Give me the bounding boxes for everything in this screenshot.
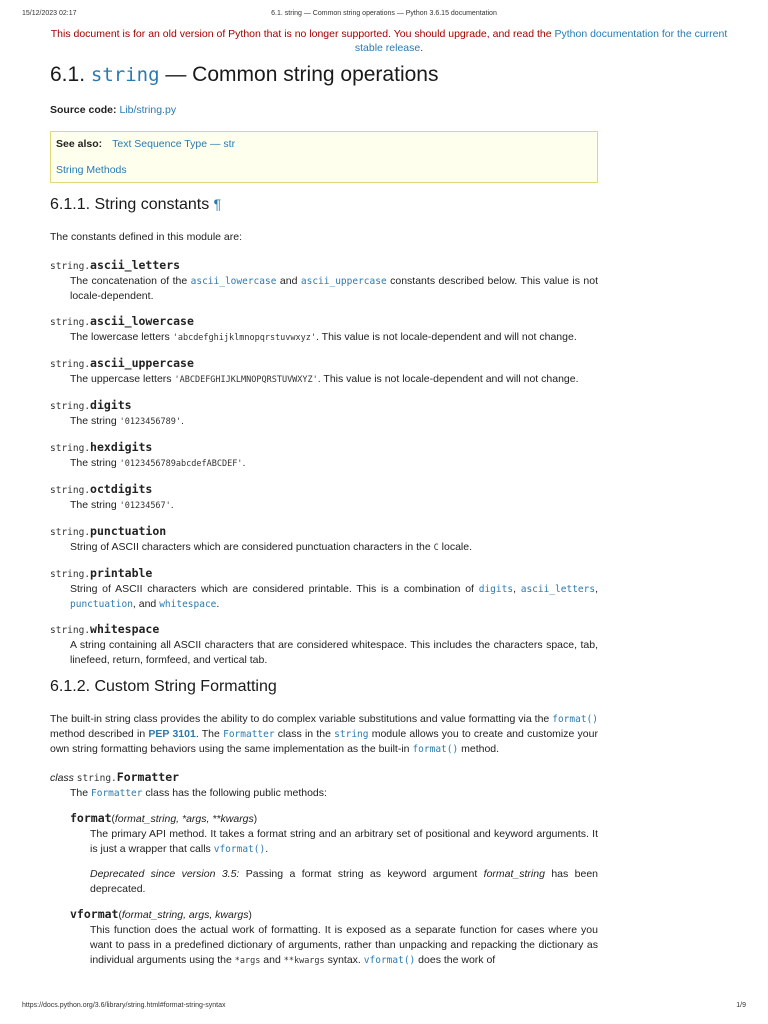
sig-whitespace: string.whitespace: [50, 622, 160, 636]
sig-vformat: vformat(format_string, args, kwargs): [70, 907, 252, 921]
sig-octdigits: string.octdigits: [50, 482, 153, 496]
print-date: 15/12/2023 02:17: [22, 10, 77, 17]
formatting-intro: The built-in string class provides the ability to do complex variable substitutions and value formatting via the format() method described in PEP 3101. The Formatter class in the string module allows you to create and customize your own string formatting behaviors using the same implementation as the built-in format() method.: [50, 713, 598, 755]
method-format: [70, 811, 598, 897]
deprecation-note: Deprecated since version 3.5: Passing a format string as keyword argument format_string has been deprecated.: [90, 868, 599, 895]
source-code-link[interactable]: Lib/string.py: [119, 104, 177, 116]
link-format-builtin-2[interactable]: format(): [412, 744, 459, 755]
section-string-constants: 6.1.1. String constants ¶: [50, 196, 222, 213]
sig-ascii-lowercase: string.ascii_lowercase: [50, 314, 194, 328]
source-code-line: Source code: Lib/string.py: [50, 104, 177, 116]
link-formatter-2[interactable]: Formatter: [91, 788, 143, 799]
page-title: 6.1. string — Common string operations: [50, 63, 439, 86]
desc-vformat: This function does the actual work of formatting. It is exposed as a separate function for cases where you want to pass in a predefined dictionary of arguments, rather than unpacking and repacking the dictionary as individual arguments using the *args and **kwargs syntax. vformat() does the work of: [90, 924, 598, 966]
desc-format: The primary API method. It takes a format string and an arbitrary set of positional and keyword arguments. It is just a wrapper that calls vformat().: [90, 828, 598, 855]
sig-punctuation: string.punctuation: [50, 524, 167, 538]
print-page-number: 1/9: [736, 1002, 746, 1009]
desc-ascii-uppercase: The uppercase letters 'ABCDEFGHIJKLMNOPQRSTUVWXYZ'. This value is not locale-dependent and will not change.: [70, 373, 579, 385]
desc-whitespace: A string containing all ASCII characters that are considered whitespace. This includes the characters space, tab, linefeed, return, formfeed, and vertical tab.: [70, 639, 598, 666]
print-url: https://docs.python.org/3.6/library/string.html#format-string-syntax: [22, 1002, 226, 1009]
see-also-box: See also: Text Sequence Type — str String Methods: [50, 131, 598, 183]
link-vformat[interactable]: vformat(): [213, 844, 266, 855]
sig-printable: string.printable: [50, 566, 153, 580]
desc-hexdigits: The string '0123456789abcdefABCDEF'.: [70, 457, 246, 469]
pep-3101-link[interactable]: PEP 3101: [148, 728, 196, 740]
desc-punctuation: String of ASCII characters which are considered punctuation characters in the C locale.: [70, 541, 473, 553]
method-vformat: [70, 907, 598, 969]
sig-digits: string.digits: [50, 398, 132, 412]
outdated-notice: This document is for an old version of Python that is no longer supported. You should upgrade, and read the Python documentation for the current stable release.: [50, 28, 728, 54]
link-ascii-lowercase[interactable]: ascii_lowercase: [190, 276, 277, 287]
link-whitespace[interactable]: whitespace: [159, 599, 217, 610]
string-methods-link[interactable]: String Methods: [56, 164, 127, 176]
link-formatter[interactable]: Formatter: [223, 729, 275, 740]
desc-ascii-letters: The concatenation of the ascii_lowercase and ascii_uppercase constants described below. This value is not locale-dependent.: [70, 275, 599, 302]
print-footer: [22, 1002, 746, 1014]
link-string-module[interactable]: string: [334, 729, 369, 740]
link-digits[interactable]: digits: [478, 584, 514, 595]
stable-docs-link[interactable]: Python documentation for the current stable release: [354, 28, 728, 54]
constants-intro: The constants defined in this module are:: [50, 231, 243, 243]
sig-hexdigits: string.hexdigits: [50, 440, 153, 454]
link-format-builtin[interactable]: format(): [552, 714, 598, 725]
text-sequence-type-link[interactable]: Text Sequence Type — str: [112, 138, 236, 150]
link-ascii-uppercase[interactable]: ascii_uppercase: [300, 276, 387, 287]
sig-ascii-uppercase: string.ascii_uppercase: [50, 356, 194, 370]
sig-format: format(format_string, *args, **kwargs): [70, 811, 258, 825]
print-title: 6.1. string — Common string operations — Python 3.6.15 documentation: [271, 10, 497, 17]
sig-formatter-class: class string.Formatter: [50, 770, 180, 784]
print-header: [22, 10, 746, 22]
desc-digits: The string '0123456789'.: [70, 415, 184, 427]
desc-octdigits: The string '01234567'.: [70, 499, 174, 511]
link-ascii-letters[interactable]: ascii_letters: [520, 584, 596, 595]
desc-printable: String of ASCII characters which are considered printable. This is a combination of digits, ascii_letters, punctuation, and whitespace.: [70, 583, 599, 610]
link-punctuation[interactable]: punctuation: [70, 599, 133, 610]
section-custom-string-formatting: 6.1.2. Custom String Formatting: [50, 678, 277, 695]
sig-ascii-letters: string.ascii_letters: [50, 258, 181, 272]
pilcrow-permalink[interactable]: ¶: [213, 196, 222, 212]
link-vformat-2[interactable]: vformat(): [363, 955, 416, 966]
desc-ascii-lowercase: The lowercase letters 'abcdefghijklmnopqrstuvwxyz'. This value is not locale-dependent and will not change.: [70, 331, 577, 343]
main-content: [50, 60, 598, 979]
desc-formatter-class: The Formatter class has the following public methods:: [70, 787, 327, 799]
